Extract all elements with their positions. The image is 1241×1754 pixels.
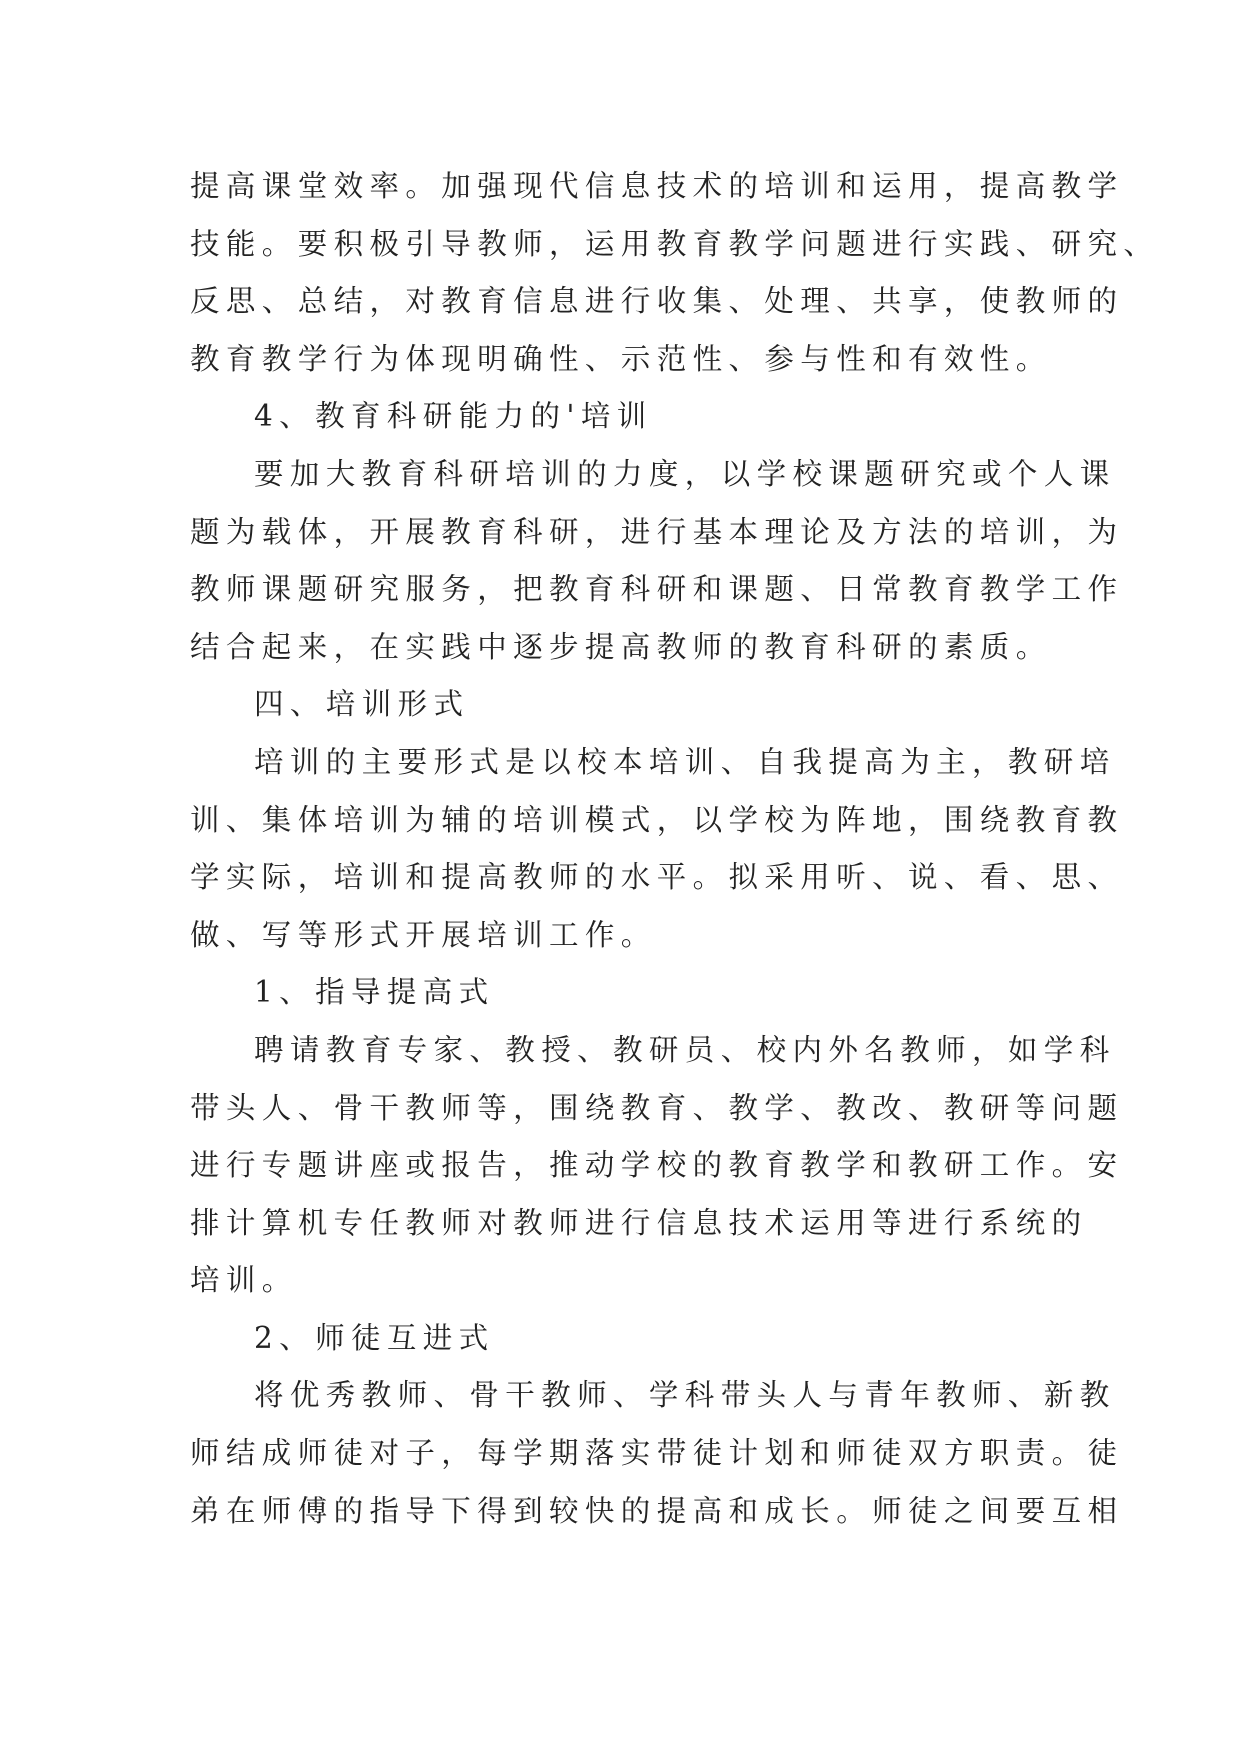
- text-line: 师结成师徒对子，每学期落实带徒计划和师徒双方职责。徒: [190, 1436, 1124, 1471]
- text-line: 培训。: [190, 1263, 298, 1298]
- text-line: 做、写等形式开展培训工作。: [190, 917, 657, 952]
- text-line: 弟在师傅的指导下得到较快的提高和成长。师徒之间要互相: [190, 1493, 1124, 1528]
- document-body: [190, 158, 1160, 1540]
- section-heading: 1、指导提高式: [254, 975, 495, 1010]
- section-heading: 2、师徒互进式: [254, 1320, 495, 1355]
- section-heading: 四、培训形式: [254, 687, 470, 722]
- paragraph-start: 培训的主要形式是以校本培训、自我提高为主，教研培: [254, 744, 1116, 779]
- text-line: 结合起来，在实践中逐步提高教师的教育科研的素质。: [190, 629, 1052, 664]
- text-line: 提高课堂效率。加强现代信息技术的培训和运用，提高教学: [190, 169, 1124, 203]
- text-line: 训、集体培训为辅的培训模式，以学校为阵地，围绕教育教: [190, 802, 1124, 837]
- text-line: 技能。要积极引导教师，运用教育教学问题进行实践、研究、: [190, 226, 1160, 261]
- text-line: 排计算机专任教师对教师进行信息技术运用等进行系统的: [190, 1205, 1088, 1240]
- text-line: 反思、总结，对教育信息进行收集、处理、共享，使教师的: [190, 284, 1124, 319]
- text-line: 进行专题讲座或报告，推动学校的教育教学和教研工作。安: [190, 1148, 1124, 1183]
- paragraph-start: 要加大教育科研培训的力度，以学校课题研究或个人课: [254, 456, 1116, 491]
- paragraph-start: 将优秀教师、骨干教师、学科带头人与青年教师、新教: [254, 1378, 1116, 1413]
- section-heading: 4、教育科研能力的'培训: [254, 399, 653, 434]
- paragraph-start: 聘请教育专家、教授、教研员、校内外名教师，如学科: [254, 1032, 1116, 1067]
- text-line: 教师课题研究服务，把教育科研和课题、日常教育教学工作: [190, 572, 1124, 607]
- text-line: 教育教学行为体现明确性、示范性、参与性和有效性。: [190, 341, 1052, 376]
- text-line: 题为载体，开展教育科研，进行基本理论及方法的培训，为: [190, 514, 1124, 549]
- text-line: 学实际，培训和提高教师的水平。拟采用听、说、看、思、: [190, 860, 1124, 895]
- text-line: 带头人、骨干教师等，围绕教育、教学、教改、教研等问题: [190, 1090, 1124, 1125]
